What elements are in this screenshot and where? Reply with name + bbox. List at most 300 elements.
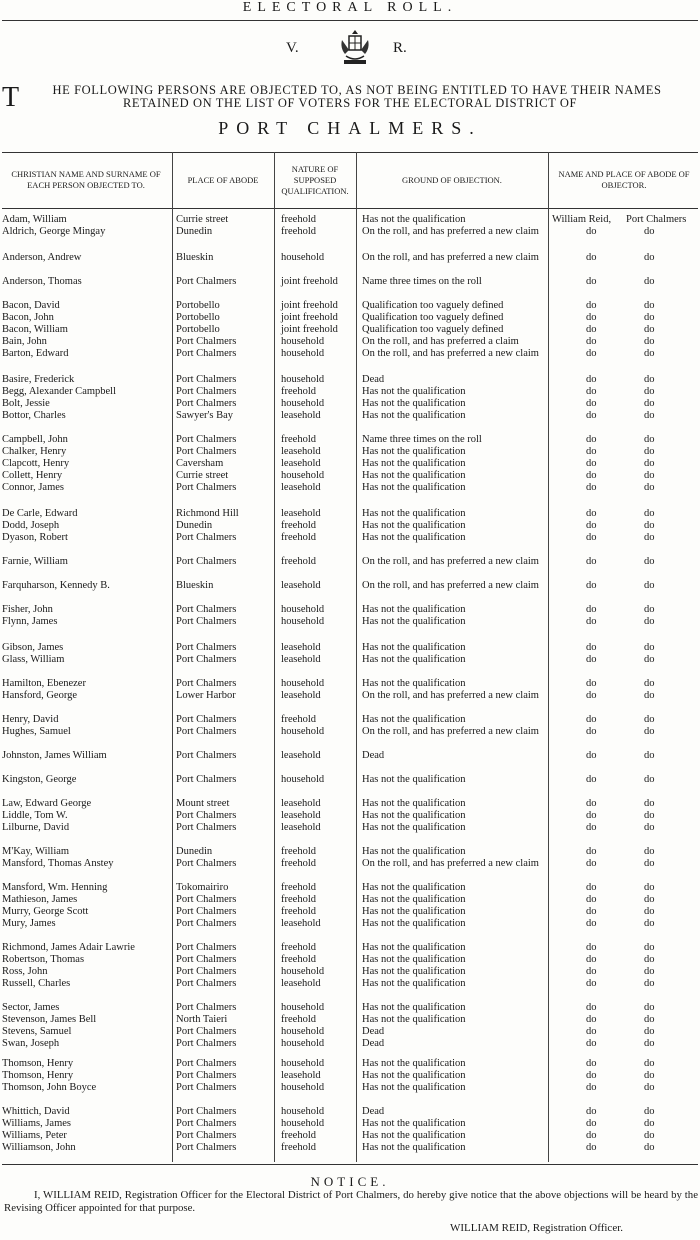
ground-of-objection: Dead [362, 1026, 385, 1037]
place-of-abode: Mount street [176, 798, 230, 809]
qualification: household [281, 1106, 325, 1117]
place-of-abode: Port Chalmers [176, 654, 237, 665]
objector-place: do [644, 846, 655, 857]
column-divider [356, 152, 357, 1162]
place-of-abode: Port Chalmers [176, 1142, 237, 1153]
ground-of-objection: Has not the qualification [362, 906, 466, 917]
objector-place: do [644, 580, 655, 591]
ground-of-objection: Has not the qualification [362, 1082, 466, 1093]
ground-of-objection: Has not the qualification [362, 398, 466, 409]
qualification: household [281, 1058, 325, 1069]
ground-of-objection: Has not the qualification [362, 482, 466, 493]
voter-name: Williamson, John [2, 1142, 76, 1153]
qualification: freehold [281, 858, 316, 869]
place-of-abode: Portobello [176, 300, 220, 311]
ground-of-objection: Has not the qualification [362, 520, 466, 531]
qualification: leasehold [281, 508, 321, 519]
place-of-abode: Port Chalmers [176, 374, 237, 385]
voter-name: Clapcott, Henry [2, 458, 70, 469]
ground-of-objection: On the roll, and has preferred a new claim [362, 252, 539, 263]
ground-of-objection: Has not the qualification [362, 410, 466, 421]
qualification: household [281, 604, 325, 615]
qualification: leasehold [281, 810, 321, 821]
ground-of-objection: Dead [362, 1106, 385, 1117]
objector-name: do [586, 906, 597, 917]
voter-name: Robertson, Thomas [2, 954, 85, 965]
place-of-abode: Port Chalmers [176, 434, 237, 445]
objector-place: do [644, 894, 655, 905]
qualification: household [281, 1082, 325, 1093]
qualification: freehold [281, 714, 316, 725]
objector-name: do [586, 300, 597, 311]
voter-name: Mansford, Thomas Anstey [2, 858, 114, 869]
place-of-abode: Tokomairiro [176, 882, 229, 893]
objector-name: do [586, 846, 597, 857]
place-of-abode: Dunedin [176, 846, 213, 857]
objector-name: do [586, 1106, 597, 1117]
voter-name: Anderson, Andrew [2, 252, 82, 263]
objector-place: do [644, 1082, 655, 1093]
place-of-abode: Blueskin [176, 580, 214, 591]
ground-of-objection: Has not the qualification [362, 942, 466, 953]
objector-place: do [644, 1038, 655, 1049]
objector-place: do [644, 954, 655, 965]
ground-of-objection: Has not the qualification [362, 1002, 466, 1013]
ground-of-objection: Qualification too vaguely defined [362, 312, 504, 323]
qualification: leasehold [281, 654, 321, 665]
objector-place: do [644, 918, 655, 929]
ground-of-objection: Has not the qualification [362, 1118, 466, 1129]
objector-place: do [644, 966, 655, 977]
ground-of-objection: Has not the qualification [362, 810, 466, 821]
place-of-abode: Blueskin [176, 252, 214, 263]
objector-name: do [586, 678, 597, 689]
ground-of-objection: Has not the qualification [362, 774, 466, 785]
col-header-qualification: NATURE OF SUPPOSED QUALIFICATION. [281, 163, 349, 196]
place-of-abode: Port Chalmers [176, 966, 237, 977]
place-of-abode: Port Chalmers [176, 446, 237, 457]
objector-name: do [586, 508, 597, 519]
ground-of-objection: Has not the qualification [362, 1014, 466, 1025]
objector-place: do [644, 690, 655, 701]
objector-place: do [644, 1002, 655, 1013]
voter-name: Flynn, James [2, 616, 58, 627]
qualification: freehold [281, 894, 316, 905]
column-divider [172, 152, 173, 1162]
qualification: household [281, 966, 325, 977]
objector-name: do [586, 978, 597, 989]
objector-name: do [586, 532, 597, 543]
voter-name: Farnie, William [2, 556, 68, 567]
objector-name: do [586, 604, 597, 615]
objector-place: do [644, 616, 655, 627]
voter-name: De Carle, Edward [2, 508, 78, 519]
qualification: household [281, 1118, 325, 1129]
objector-name: do [586, 1058, 597, 1069]
place-of-abode: Port Chalmers [176, 1038, 237, 1049]
objector-place: do [644, 858, 655, 869]
qualification: household [281, 336, 325, 347]
table-bottom-rule [2, 1164, 698, 1165]
place-of-abode: Port Chalmers [176, 906, 237, 917]
objector-name: do [586, 482, 597, 493]
objector-place: do [644, 906, 655, 917]
place-of-abode: Port Chalmers [176, 978, 237, 989]
qualification: leasehold [281, 482, 321, 493]
objector-name: do [586, 616, 597, 627]
col-header-name: CHRISTIAN NAME AND SURNAME OF EACH PERSON OBJECTED TO. [11, 169, 161, 190]
objector-place: do [644, 798, 655, 809]
table-header-rule [2, 208, 698, 209]
signature: WILLIAM REID, Registration Officer. [450, 1222, 624, 1234]
place-of-abode: Currie street [176, 470, 229, 481]
place-of-abode: Richmond Hill [176, 508, 239, 519]
place-of-abode: Port Chalmers [176, 348, 237, 359]
ground-of-objection: On the roll, and has preferred a new claim [362, 726, 539, 737]
objector-name: do [586, 714, 597, 725]
qualification: joint freehold [281, 276, 338, 287]
objector-place: do [644, 276, 655, 287]
objector-name: do [586, 276, 597, 287]
place-of-abode: Port Chalmers [176, 532, 237, 543]
ground-of-objection: Has not the qualification [362, 846, 466, 857]
objector-place: do [644, 654, 655, 665]
ground-of-objection: Has not the qualification [362, 894, 466, 905]
notice-heading [0, 82, 700, 113]
voter-name: Murry, George Scott [2, 906, 89, 917]
ground-of-objection: Has not the qualification [362, 458, 466, 469]
qualification: joint freehold [281, 312, 338, 323]
objector-place: do [644, 520, 655, 531]
objector-name: do [586, 1026, 597, 1037]
col-header-ground: GROUND OF OBJECTION. [402, 174, 502, 185]
objector-place: do [644, 1106, 655, 1117]
objector-place: do [644, 508, 655, 519]
qualification: household [281, 678, 325, 689]
voter-name: Henry, David [2, 714, 59, 725]
objector-name: do [586, 1070, 597, 1081]
qualification: household [281, 726, 325, 737]
voter-name: Thomson, Henry [2, 1070, 74, 1081]
voter-name: Begg, Alexander Campbell [2, 386, 117, 397]
voter-name: Swan, Joseph [2, 1038, 60, 1049]
objector-place: do [644, 726, 655, 737]
qualification: freehold [281, 226, 316, 237]
objector-name: do [586, 810, 597, 821]
voter-name: Hansford, George [2, 690, 78, 701]
voter-name: Bacon, David [2, 300, 60, 311]
qualification: leasehold [281, 750, 321, 761]
ground-of-objection: Has not the qualification [362, 508, 466, 519]
objector-place: do [644, 810, 655, 821]
voter-name: Adam, William [2, 214, 67, 225]
notice-line-2: RETAINED ON THE LIST OF VOTERS FOR THE ELECTORAL DISTRICT OF [123, 96, 577, 110]
qualification: leasehold [281, 446, 321, 457]
objector-name: do [586, 470, 597, 481]
objector-name: do [586, 520, 597, 531]
ground-of-objection: Qualification too vaguely defined [362, 324, 504, 335]
header-rule [2, 20, 698, 21]
royal-coat-of-arms-icon [338, 28, 372, 68]
objector-place: do [644, 446, 655, 457]
place-of-abode: Port Chalmers [176, 954, 237, 965]
objector-place: do [644, 482, 655, 493]
ground-of-objection: Has not the qualification [362, 1142, 466, 1153]
voter-name: Whittich, David [2, 1106, 70, 1117]
objector-place: do [644, 336, 655, 347]
voter-name: Stevenson, James Bell [2, 1014, 97, 1025]
objector-name: do [586, 458, 597, 469]
objector-name: do [586, 398, 597, 409]
voter-name: Stevens, Samuel [2, 1026, 72, 1037]
ground-of-objection: On the roll, and has preferred a new claim [362, 226, 539, 237]
qualification: household [281, 774, 325, 785]
place-of-abode: Port Chalmers [176, 678, 237, 689]
objector-place: do [644, 1026, 655, 1037]
objector-name: do [586, 1130, 597, 1141]
objector-name: do [586, 374, 597, 385]
objector-name: do [586, 556, 597, 567]
objector-name: do [586, 410, 597, 421]
objector-name: do [586, 1038, 597, 1049]
objector-name: do [586, 966, 597, 977]
voter-name: Thomson, John Boyce [2, 1082, 97, 1093]
objector-name: do [586, 726, 597, 737]
voter-name: Richmond, James Adair Lawrie [2, 942, 135, 953]
objector-place: do [644, 642, 655, 653]
v-letter: V. [286, 40, 299, 56]
place-of-abode: Port Chalmers [176, 604, 237, 615]
voter-name: Sector, James [2, 1002, 60, 1013]
qualification: freehold [281, 954, 316, 965]
place-of-abode: Port Chalmers [176, 1002, 237, 1013]
ground-of-objection: Has not the qualification [362, 966, 466, 977]
place-of-abode: Port Chalmers [176, 894, 237, 905]
qualification: household [281, 616, 325, 627]
qualification: leasehold [281, 580, 321, 591]
place-of-abode: Port Chalmers [176, 918, 237, 929]
objector-place: do [644, 750, 655, 761]
voter-name: Connor, James [2, 482, 64, 493]
objector-place: do [644, 942, 655, 953]
objector-name: do [586, 774, 597, 785]
objector-name: do [586, 252, 597, 263]
place-of-abode: Portobello [176, 312, 220, 323]
ground-of-objection: Has not the qualification [362, 1058, 466, 1069]
objector-name: do [586, 690, 597, 701]
objector-place: do [644, 1130, 655, 1141]
place-of-abode: Dunedin [176, 226, 213, 237]
objector-name: do [586, 822, 597, 833]
objector-place: do [644, 532, 655, 543]
ground-of-objection: Has not the qualification [362, 386, 466, 397]
objector-name: do [586, 1118, 597, 1129]
voter-name: Mathieson, James [2, 894, 78, 905]
voter-name: Bain, John [2, 336, 47, 347]
place-of-abode: Port Chalmers [176, 1058, 237, 1069]
place-of-abode: Port Chalmers [176, 1070, 237, 1081]
ground-of-objection: Has not the qualification [362, 918, 466, 929]
place-of-abode: Port Chalmers [176, 726, 237, 737]
ground-of-objection: Name three times on the roll [362, 434, 482, 445]
place-of-abode: Port Chalmers [176, 336, 237, 347]
voter-name: Hamilton, Ebenezer [2, 678, 86, 689]
objector-place: do [644, 978, 655, 989]
voter-name: Chalker, Henry [2, 446, 67, 457]
objector-place: do [644, 1014, 655, 1025]
qualification: leasehold [281, 458, 321, 469]
place-of-abode: Port Chalmers [176, 276, 237, 287]
objector-name: do [586, 954, 597, 965]
ground-of-objection: Has not the qualification [362, 642, 466, 653]
place-of-abode: North Taieri [176, 1014, 228, 1025]
qualification: leasehold [281, 410, 321, 421]
notice-title: NOTICE. [310, 1174, 390, 1189]
qualification: freehold [281, 386, 316, 397]
objector-place: do [644, 458, 655, 469]
place-of-abode: Port Chalmers [176, 942, 237, 953]
ground-of-objection: Dead [362, 1038, 385, 1049]
qualification: freehold [281, 214, 316, 225]
voter-name: Bacon, John [2, 312, 54, 323]
voter-name: Thomson, Henry [2, 1058, 74, 1069]
objector-place: do [644, 1142, 655, 1153]
ground-of-objection: Name three times on the roll [362, 276, 482, 287]
ground-of-objection: Has not the qualification [362, 604, 466, 615]
objector-name: do [586, 1002, 597, 1013]
qualification: household [281, 252, 325, 263]
qualification: freehold [281, 532, 316, 543]
place-of-abode: Port Chalmers [176, 616, 237, 627]
objector-name: do [586, 1142, 597, 1153]
place-of-abode: Port Chalmers [176, 750, 237, 761]
qualification: household [281, 398, 325, 409]
objector-place: do [644, 348, 655, 359]
place-of-abode: Lower Harbor [176, 690, 236, 701]
voter-name: Bacon, William [2, 324, 68, 335]
qualification: joint freehold [281, 300, 338, 311]
objector-place: do [644, 774, 655, 785]
ground-of-objection: On the roll, and has preferred a new claim [362, 580, 539, 591]
place-of-abode: Port Chalmers [176, 398, 237, 409]
voter-name: Bottor, Charles [2, 410, 66, 421]
objector-name: do [586, 336, 597, 347]
ground-of-objection: Has not the qualification [362, 446, 466, 457]
qualification: freehold [281, 882, 316, 893]
notice-text: I, WILLIAM REID, Registration Officer for the Electoral District of Port Chalmers, do hereby give notice that the above objections will be heard by the Revising Officer appointed for that purpose. [4, 1189, 698, 1214]
place-of-abode: Port Chalmers [176, 556, 237, 567]
ground-of-objection: Has not the qualification [362, 654, 466, 665]
qualification: leasehold [281, 918, 321, 929]
objector-name: William Reid, [552, 214, 612, 225]
ground-of-objection: Dead [362, 750, 385, 761]
objector-place: do [644, 226, 655, 237]
place-of-abode: Dunedin [176, 520, 213, 531]
voter-name: Law, Edward George [2, 798, 92, 809]
dropcap: T [2, 82, 20, 113]
qualification: household [281, 1038, 325, 1049]
qualification: leasehold [281, 1070, 321, 1081]
objector-place: do [644, 1058, 655, 1069]
voter-name: Glass, William [2, 654, 65, 665]
notice-line-1: HE FOLLOWING PERSONS ARE OBJECTED TO, AS NOT BEING ENTITLED TO HAVE THEIR NAMES [52, 83, 662, 97]
ground-of-objection: Has not the qualification [362, 616, 466, 627]
objector-name: do [586, 434, 597, 445]
objector-place: do [644, 882, 655, 893]
qualification: freehold [281, 1142, 316, 1153]
voter-name: Mansford, Wm. Henning [2, 882, 108, 893]
objector-place: do [644, 1070, 655, 1081]
objector-place: do [644, 324, 655, 335]
ground-of-objection: Dead [362, 374, 385, 385]
place-of-abode: Port Chalmers [176, 1130, 237, 1141]
col-header-place: PLACE OF ABODE [187, 174, 259, 185]
objector-name: do [586, 1014, 597, 1025]
qualification: freehold [281, 906, 316, 917]
objector-place: do [644, 410, 655, 421]
qualification: household [281, 1026, 325, 1037]
voter-name: Dyason, Robert [2, 532, 68, 543]
place-of-abode: Port Chalmers [176, 1026, 237, 1037]
place-of-abode: Port Chalmers [176, 642, 237, 653]
qualification: household [281, 470, 325, 481]
objector-place: do [644, 678, 655, 689]
qualification: household [281, 348, 325, 359]
objector-place: do [644, 604, 655, 615]
objector-place: do [644, 398, 655, 409]
qualification: leasehold [281, 690, 321, 701]
voter-name: Williams, Peter [2, 1130, 67, 1141]
voter-name: Collett, Henry [2, 470, 63, 481]
qualification: freehold [281, 942, 316, 953]
ground-of-objection: On the roll, and has preferred a claim [362, 336, 519, 347]
objector-name: do [586, 446, 597, 457]
voter-name: Bolt, Jessie [2, 398, 50, 409]
place-of-abode: Port Chalmers [176, 482, 237, 493]
objector-place: do [644, 714, 655, 725]
objector-name: do [586, 386, 597, 397]
qualification: household [281, 1002, 325, 1013]
voter-name: Anderson, Thomas [2, 276, 82, 287]
objector-place: do [644, 556, 655, 567]
qualification: leasehold [281, 978, 321, 989]
voter-name: Campbell, John [2, 434, 68, 445]
qualification: joint freehold [281, 324, 338, 335]
place-of-abode: Port Chalmers [176, 386, 237, 397]
ground-of-objection: Has not the qualification [362, 470, 466, 481]
objector-place: do [644, 252, 655, 263]
ground-of-objection: Has not the qualification [362, 1070, 466, 1081]
objector-name: do [586, 858, 597, 869]
place-of-abode: Port Chalmers [176, 714, 237, 725]
qualification: freehold [281, 1014, 316, 1025]
objector-place: Port Chalmers [626, 214, 687, 225]
voter-name: Lilburne, David [2, 822, 70, 833]
ground-of-objection: Has not the qualification [362, 1130, 466, 1141]
ground-of-objection: Has not the qualification [362, 882, 466, 893]
voter-name: Kingston, George [2, 774, 77, 785]
objector-place: do [644, 300, 655, 311]
objector-name: do [586, 226, 597, 237]
objector-place: do [644, 1118, 655, 1129]
voter-name: Williams, James [2, 1118, 71, 1129]
voter-name: Mury, James [2, 918, 56, 929]
objector-place: do [644, 312, 655, 323]
ground-of-objection: Has not the qualification [362, 678, 466, 689]
place-of-abode: Port Chalmers [176, 1118, 237, 1129]
ground-of-objection: Has not the qualification [362, 532, 466, 543]
ground-of-objection: Has not the qualification [362, 214, 466, 225]
